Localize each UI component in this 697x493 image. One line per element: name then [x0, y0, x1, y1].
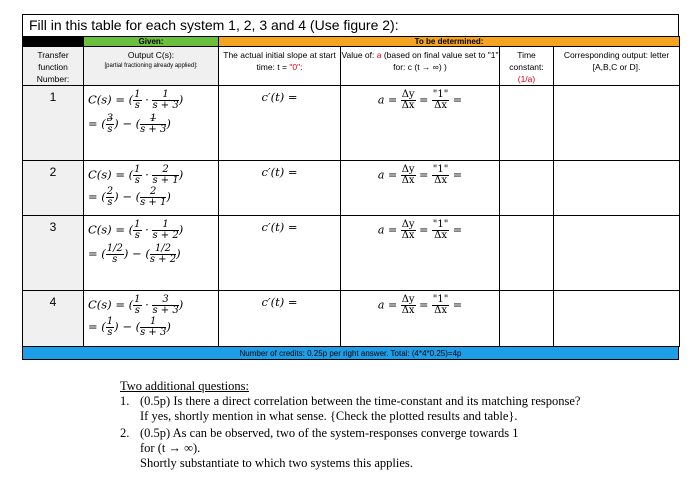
question-number: 1. — [120, 394, 130, 408]
col-output-note: [partial fractioning already applied]: — [104, 63, 198, 69]
question-item — [120, 426, 680, 471]
table-row — [23, 216, 680, 291]
time-constant-answer[interactable] — [500, 161, 554, 216]
cs-line2: = ( $\frac{2}{s}$ ) − ( $\frac{2}{s + 1}$ ) — [88, 186, 171, 208]
additional-questions — [120, 379, 680, 471]
slope-answer[interactable]: c′(t) = — [219, 216, 341, 291]
col-final-value-var: a — [376, 50, 382, 60]
row-number: 2 — [23, 161, 84, 216]
col-slope — [219, 47, 341, 86]
header-to-be-determined: To be determined: — [219, 37, 680, 47]
header-given: Given: — [84, 37, 219, 47]
credits-footer: Number of credits: 0.25p per right answer. Total: (4*4*0.25)=4p — [22, 347, 679, 360]
table-row — [23, 86, 680, 161]
cs-line2: = ( $\frac{1}{s}$ ) − ( $\frac{1}{s + 3}$ ) — [88, 316, 171, 338]
a-answer[interactable]: a = $\frac{\Delta y}{\Delta x}$ = $\frac{"1"}{\Delta x}$ = — [341, 161, 500, 216]
cs-line1: C(s) = ( $\frac{1}{s}$ · $\frac{1}{s + 3}$ ) — [88, 89, 184, 111]
cs-line2: = ( $\frac{1/2}{s}$ ) − ( $\frac{1/2}{s + 2}$ ) — [88, 243, 181, 265]
question-text: If yes, shortly mention in what sense. {Check the plotted results and table}. — [140, 409, 518, 423]
col-output — [84, 47, 219, 86]
a-answer[interactable]: a = $\frac{\Delta y}{\Delta x}$ = $\frac{"1"}{\Delta x}$ = — [341, 291, 500, 347]
a-answer[interactable]: a = $\frac{\Delta y}{\Delta x}$ = $\frac{"1"}{\Delta x}$ = — [341, 216, 500, 291]
cs-line1: C(s) = ( $\frac{1}{s}$ · $\frac{2}{s + 1}$ ) — [88, 164, 184, 186]
systems-table — [22, 36, 680, 347]
cs-line1: C(s) = ( $\frac{1}{s}$ · $\frac{3}{s + 3}$ ) — [88, 294, 184, 316]
output-letter-answer[interactable] — [554, 291, 680, 347]
col-slope-value: "0" — [289, 62, 301, 72]
a-answer[interactable]: a = $\frac{\Delta y}{\Delta x}$ = $\frac{"1"}{\Delta x}$ = — [341, 86, 500, 161]
table-row — [23, 291, 680, 347]
question-text: (0.5p) As can be observed, two of the system-responses converge towards 1 — [140, 426, 519, 440]
output-letter-answer[interactable] — [554, 216, 680, 291]
question-text: Shortly substantiate to which two systems this applies. — [140, 456, 413, 470]
header-blank — [23, 37, 84, 47]
output-cs — [84, 216, 219, 291]
cs-line2: = ( $\frac{3̶}{s}$ ) − ( $\frac{1̶}{s + 3}$ ) — [88, 113, 171, 135]
row-number: 1 — [23, 86, 84, 161]
output-letter-answer[interactable] — [554, 161, 680, 216]
time-constant-answer[interactable] — [500, 291, 554, 347]
col-corresponding-output: Corresponding output: letter [A,B,C or D]. — [554, 47, 680, 86]
question-number: 2. — [120, 426, 130, 440]
col-output-title: Output C(s): — [127, 50, 175, 60]
col-final-value — [341, 47, 500, 86]
row-number: 3 — [23, 216, 84, 291]
question-item — [120, 394, 680, 424]
time-constant-answer[interactable] — [500, 86, 554, 161]
col-slope-text: The actual initial slope at start time: t = — [223, 50, 336, 72]
slope-answer[interactable]: c′(t) = — [219, 291, 341, 347]
row-number: 4 — [23, 291, 84, 347]
col-transfer-function: Transfer function Number: — [23, 47, 84, 86]
cs-line1: C(s) = ( $\frac{1}{s}$ · $\frac{1}{s + 2}$ ) — [88, 219, 184, 241]
question-text: (0.5p) Is there a direct correlation between the time-constant and its matching response? — [140, 394, 581, 408]
table-row — [23, 161, 680, 216]
output-cs — [84, 161, 219, 216]
col-time-constant-label: Time constant: — [509, 50, 544, 72]
questions-heading: Two additional questions: — [120, 379, 249, 393]
slope-answer[interactable]: c′(t) = — [219, 86, 341, 161]
question-text: for (t → ∞). — [140, 441, 201, 455]
col-final-value-label: Value of: — [341, 50, 377, 60]
col-time-constant — [500, 47, 554, 86]
assignment-table-block — [22, 14, 679, 360]
col-final-value-rest: (based on final value set to "1" for: c (t → ∞) ) — [381, 50, 499, 72]
output-letter-answer[interactable] — [554, 86, 680, 161]
col-slope-end: : — [300, 62, 303, 72]
output-cs — [84, 86, 219, 161]
output-cs — [84, 291, 219, 347]
table-title: Fill in this table for each system 1, 2, 3 and 4 (Use figure 2): — [22, 14, 679, 36]
time-constant-answer[interactable] — [500, 216, 554, 291]
col-time-constant-value: (1/a) — [517, 74, 536, 84]
slope-answer[interactable]: c′(t) = — [219, 161, 341, 216]
